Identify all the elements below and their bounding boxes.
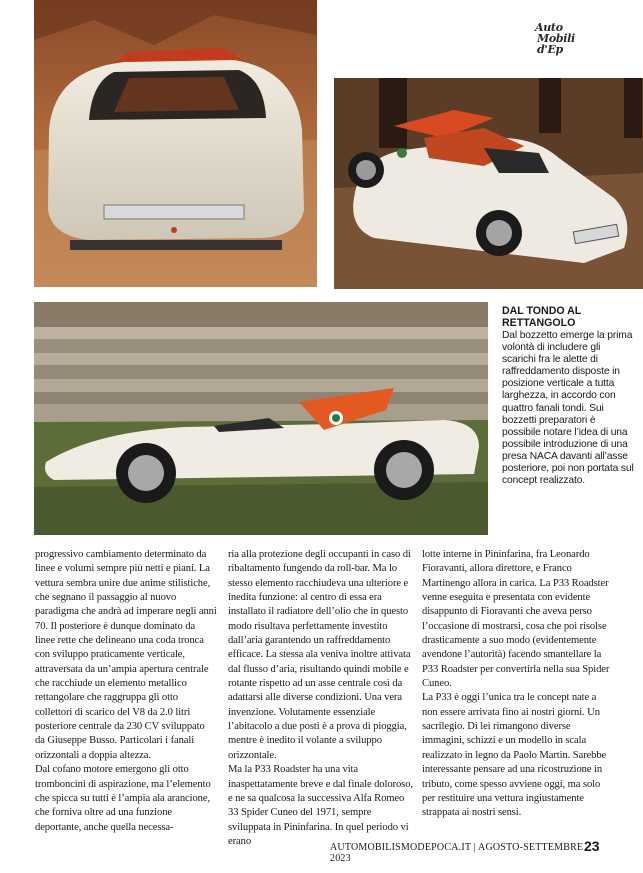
paragraph: progressivo cambiamento determinato da linee e volumi sempre più netti e piani. La vettura sembra unire due anime stilistiche, che segnano il passaggio al nuovo paradigma che andrà ad imperare negli anni 70. Il posteriore è dunque dominato da linee rette che delineano una coda tronca con sviluppo praticamente verticale, attraversata da un’ampia apertura centrale che racchiude un elemento metallico rettangolare che raggruppa gli otto collettori di scarico del V8 da 2.0 litri posteriore centrale da 230 CV sviluppato da Giuseppe Busso. Particolari i fanali orizzontali a doppia altezza. [35,549,217,761]
masthead-logo [535,21,603,56]
paragraph: La P33 è oggi l’unica tra le concept nate a non essere arrivata fino ai nostri giorni. Un sacrilegio. Di lei rimangono diverse immagini, schizzi e un modello in scala realizzato in legno da Paolo Martin. Sarebbe interessante pensare ad una ricostruzione in tributo, come spesso avviene oggi, ma solo per restituire una vettura ingiustamente strappata ai nostri sensi. [422,692,607,819]
paragraph: ria alla protezione degli occupanti in caso di ribaltamento fungendo da roll-bar. Ma lo stesso elemento racchiudeva una ulteriore e inedita funzione: al centro di essa era installato il radiatore dell’olio che in questo modo risultava perfettamente investito dall’aria garantendo un raffreddamento efficace. La stessa ala veniva inoltre attivata dal flusso d’aria, risultando quindi mobile e rotante rispetto ad un asse centrale così da adattarsi alle diverse condizioni. Una vera invenzione. Volutamente essenziale l’abitacolo a due posti è a prova di pioggia, mentre è inedito il volante a sviluppo orizzontale. [228,549,411,761]
article-column-3 [422,548,612,821]
caption-title: DAL TONDO AL RETTANGOLO [502,305,582,329]
article-column-1 [35,548,217,835]
photo-concept-car-front [34,0,317,287]
page-number: 23 [584,838,600,854]
masthead-line2: Mobili d'Ep [537,32,575,56]
photo-caption [502,305,636,487]
photo-concept-car-side [34,302,488,535]
paragraph: Ma la P33 Roadster ha una vita inaspettatamente breve e dal finale doloroso, e ne sa qualcosa la successiva Alfa Romeo 33 Spider Cuneo del 1971, sempre sviluppata in Pininfarina. In quel periodo vi erano [228,764,413,847]
page-footer: AUTOMOBILISMODEPOCA.IT | AGOSTO-SETTEMBRE 2023 [330,842,584,864]
masthead-line1: Auto [535,21,563,34]
paragraph: lotte interne in Pininfarina, fra Leonardo Fioravanti, allora direttore, e Franco Martinengo allora in carica. La P33 Roadster venne eseguita e presentata con evidente disappunto di Fioravanti che aveva perso l’occasione di mostrarsi, cosa che poi risolse drasticamente a suo modo (evidentemente avendone l’autorità) facendo smantellare la P33 Roadster per convertirla nella sua Spider Cuneo. [422,549,610,690]
photo-concept-car-rear [334,78,643,289]
caption-body: Dal bozzetto emerge la prima volontà di includere gli scarichi fra le alette di raffreddamento disposte in posizione verticale a tutta larghezza, in accordo con quattro fanali tondi. Sui bozzetti preparatori è possibile notare l’idea di una possibile introduzione di una presa NACA davanti all’asse posteriore, poi non portata sul concept realizzato. [502,330,634,487]
article-column-2 [228,548,413,849]
paragraph: Dal cofano motore emergono gli otto tromboncini di aspirazione, ma l’elemento che spicca su tutti è l’ampia ala arancione, che forniva oltre ad una funzione deportante, anche quella necessa- [35,764,211,833]
